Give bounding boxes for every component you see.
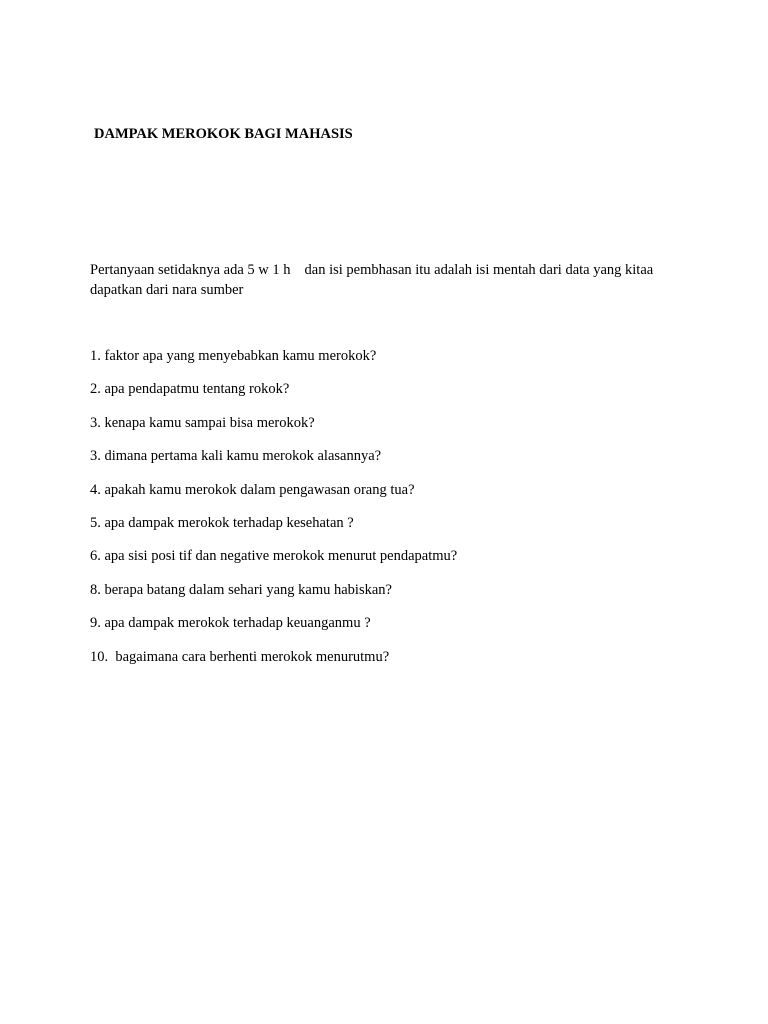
question-item: 1. faktor apa yang menyebabkan kamu merokok? — [90, 348, 377, 364]
question-list — [90, 346, 690, 680]
document-title: DAMPAK MEROKOK BAGI MAHASIS — [94, 126, 353, 142]
question-item: 4. apakah kamu merokok dalam pengawasan orang tua? — [90, 481, 415, 498]
question-item: 3. kenapa kamu sampai bisa merokok? — [90, 414, 315, 431]
question-item: 8. berapa batang dalam sehari yang kamu habiskan? — [90, 581, 392, 598]
question-item: 10. bagaimana cara berhenti merokok menurutmu? — [90, 648, 390, 665]
question-item: 5. apa dampak merokok terhadap kesehatan ? — [90, 514, 354, 531]
question-item: 6. apa sisi posi tif dan negative merokok menurut pendapatmu? — [90, 548, 458, 565]
intro-text-part1: Pertanyaan setidaknya ada 5 w 1 h — [90, 262, 291, 278]
question-item: 2. apa pendapatmu tentang rokok? — [90, 381, 290, 398]
question-item: 9. apa dampak merokok terhadap keuanganmu ? — [90, 615, 371, 632]
question-item: 3. dimana pertama kali kamu merokok alasannya? — [90, 448, 382, 465]
intro-paragraph — [90, 260, 670, 300]
intro-text-part2: dan isi pembhasan itu adalah isi mentah dari data yang kitaa dapatkan dari nara sumber — [90, 262, 654, 298]
